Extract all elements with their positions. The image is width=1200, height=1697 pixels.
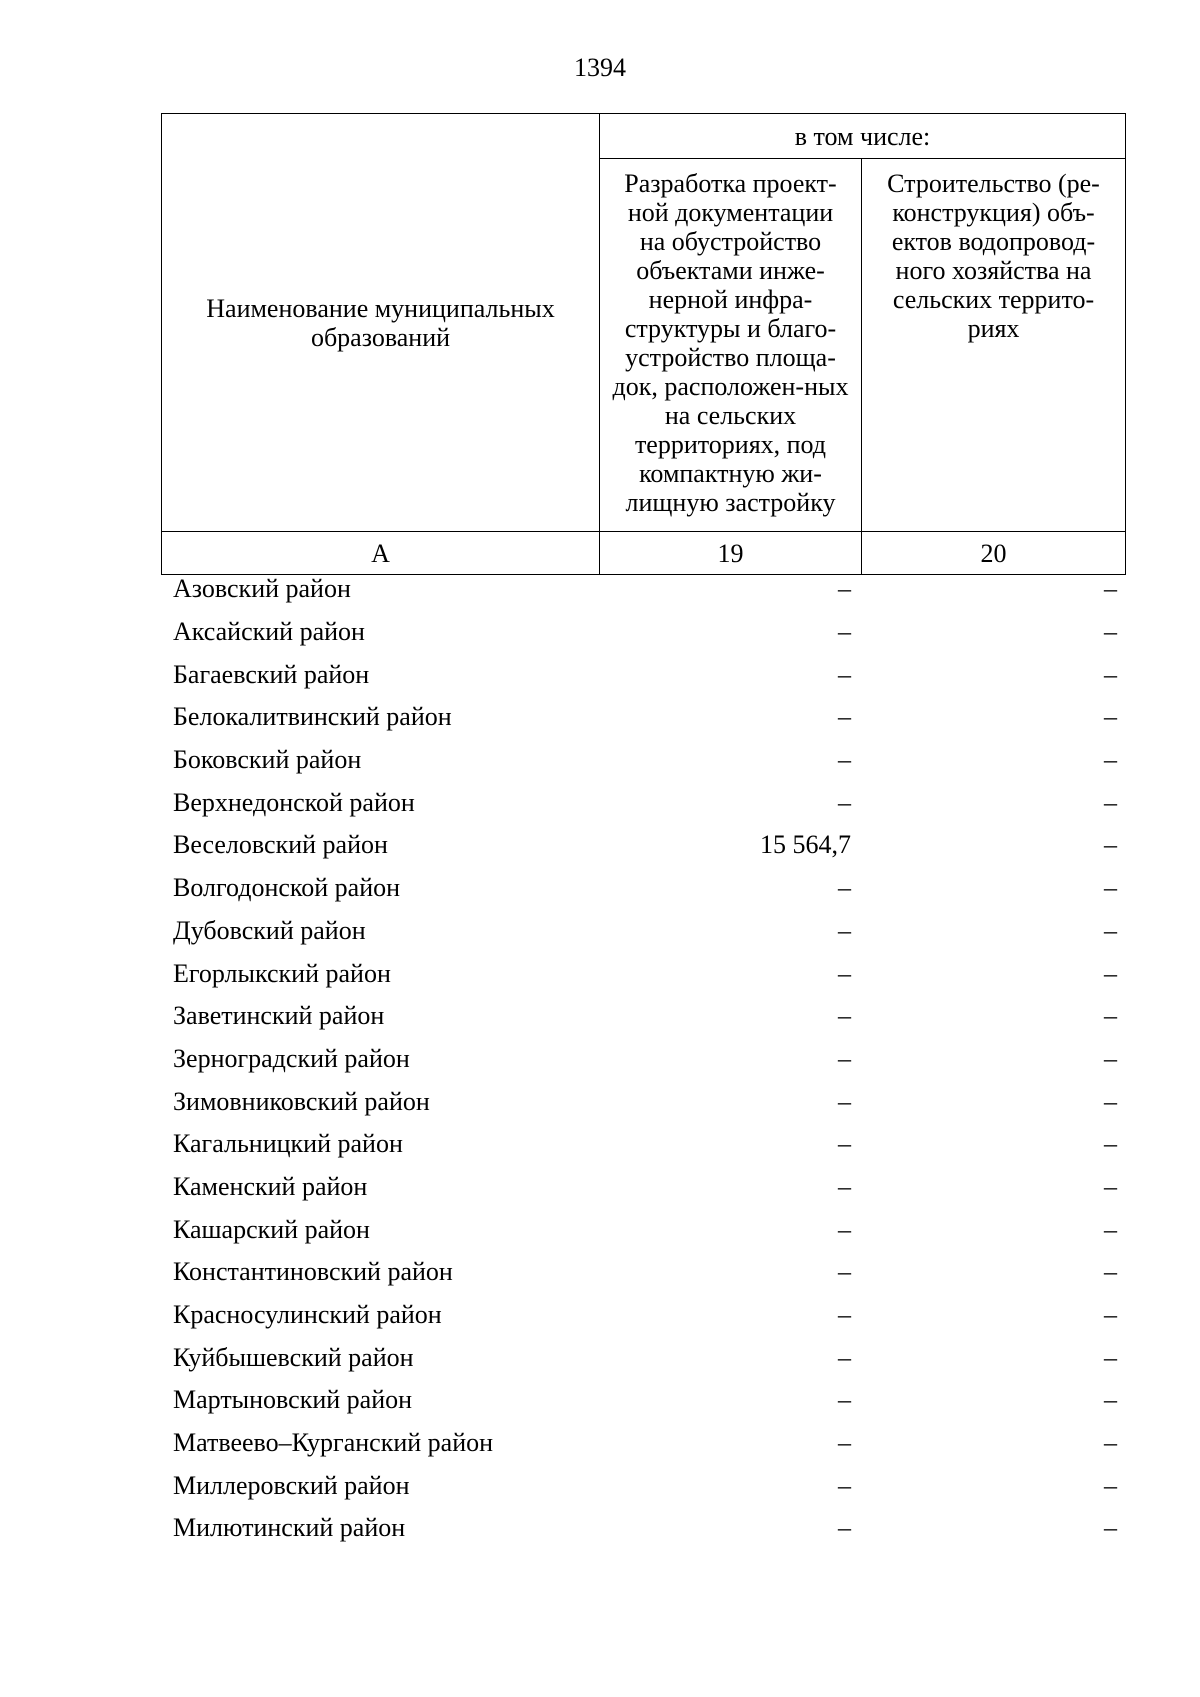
table-row	[161, 1507, 1127, 1550]
value-col-19: –	[838, 1214, 851, 1244]
value-col-20: –	[1104, 1043, 1117, 1073]
value-col-19: –	[838, 1171, 851, 1201]
table-row	[161, 653, 1127, 696]
value-col-20: –	[1104, 1300, 1117, 1330]
municipality-name: Константиновский район	[173, 1257, 453, 1287]
table-row	[161, 1336, 1127, 1379]
value-col-19: –	[838, 1300, 851, 1330]
value-col-20: –	[1104, 574, 1117, 604]
table-row	[161, 824, 1127, 867]
table-row	[161, 696, 1127, 739]
municipality-name: Багаевский район	[173, 659, 370, 689]
municipality-name: Куйбышевский район	[173, 1342, 414, 1372]
value-col-19: –	[838, 1470, 851, 1500]
table-row	[161, 1166, 1127, 1209]
column-header-19: Разработка проект-ной документации на обустройство объектами инже-нерной инфра-структуры и благо-устройство площа-док, расположен-ных на сельских территориях, под компактную жи-лищную застройку	[600, 159, 862, 532]
column-header-name: Наименование муниципальных образований	[162, 114, 600, 532]
value-col-20: –	[1104, 1129, 1117, 1159]
value-col-20: –	[1104, 1171, 1117, 1201]
value-col-19: –	[838, 873, 851, 903]
municipality-name: Боковский район	[173, 745, 362, 775]
table-row	[161, 781, 1127, 824]
value-col-20: –	[1104, 915, 1117, 945]
table-header	[161, 113, 1126, 575]
value-col-19: –	[838, 617, 851, 647]
value-col-20: –	[1104, 1342, 1117, 1372]
value-col-19: 15 564,7	[760, 830, 851, 860]
value-col-19: –	[838, 1513, 851, 1543]
value-col-19: –	[838, 1385, 851, 1415]
municipality-name: Дубовский район	[173, 915, 366, 945]
table-row	[161, 1208, 1127, 1251]
value-col-19: –	[838, 1428, 851, 1458]
value-col-20: –	[1104, 617, 1117, 647]
value-col-20: –	[1104, 1513, 1117, 1543]
table-row	[161, 1080, 1127, 1123]
table-row	[161, 1422, 1127, 1465]
column-index-name: А	[162, 532, 600, 575]
municipality-name: Волгодонской район	[173, 873, 401, 903]
table-body	[161, 568, 1127, 1550]
table-row	[161, 568, 1127, 611]
municipality-name: Веселовский район	[173, 830, 388, 860]
value-col-20: –	[1104, 1428, 1117, 1458]
municipality-name: Мартыновский район	[173, 1385, 413, 1415]
value-col-20: –	[1104, 1214, 1117, 1244]
table-row	[161, 1123, 1127, 1166]
municipality-name: Красносулинский район	[173, 1300, 442, 1330]
municipality-name: Верхнедонской район	[173, 787, 415, 817]
value-col-19: –	[838, 1043, 851, 1073]
municipality-name: Зимовниковский район	[173, 1086, 430, 1116]
value-col-20: –	[1104, 1001, 1117, 1031]
value-col-20: –	[1104, 1257, 1117, 1287]
municipality-name: Егорлыкский район	[173, 958, 391, 988]
table-row	[161, 1294, 1127, 1337]
value-col-19: –	[838, 787, 851, 817]
table-row	[161, 995, 1127, 1038]
table-row	[161, 611, 1127, 654]
value-col-20: –	[1104, 659, 1117, 689]
value-col-20: –	[1104, 745, 1117, 775]
value-col-19: –	[838, 958, 851, 988]
value-col-19: –	[838, 574, 851, 604]
value-col-20: –	[1104, 873, 1117, 903]
table-row	[161, 952, 1127, 995]
page-number: 1394	[574, 53, 626, 82]
municipality-name: Азовский район	[173, 574, 351, 604]
value-col-20: –	[1104, 830, 1117, 860]
table-row	[161, 1379, 1127, 1422]
value-col-20: –	[1104, 958, 1117, 988]
value-col-20: –	[1104, 702, 1117, 732]
column-header-20: Строительство (ре-конструкция) объ-ектов водопровод-ного хозяйства на сельских террито-риях	[862, 159, 1126, 532]
table-row	[161, 1038, 1127, 1081]
municipality-name: Заветинский район	[173, 1001, 385, 1031]
value-col-19: –	[838, 1342, 851, 1372]
municipality-name: Белокалитвинский район	[173, 702, 452, 732]
table-row	[161, 739, 1127, 782]
value-col-20: –	[1104, 1385, 1117, 1415]
municipality-name: Каменский район	[173, 1171, 368, 1201]
table-row	[161, 1251, 1127, 1294]
municipality-name: Кагальницкий район	[173, 1129, 403, 1159]
table-row	[161, 867, 1127, 910]
municipality-name: Матвеево–Курганский район	[173, 1428, 494, 1458]
municipality-name: Аксайский район	[173, 617, 365, 647]
value-col-19: –	[838, 659, 851, 689]
value-col-19: –	[838, 1086, 851, 1116]
value-col-19: –	[838, 1001, 851, 1031]
municipality-name: Миллеровский район	[173, 1470, 410, 1500]
value-col-20: –	[1104, 1086, 1117, 1116]
value-col-20: –	[1104, 1470, 1117, 1500]
value-col-19: –	[838, 1129, 851, 1159]
value-col-19: –	[838, 1257, 851, 1287]
value-col-19: –	[838, 745, 851, 775]
value-col-19: –	[838, 915, 851, 945]
column-index-20: 20	[862, 532, 1126, 575]
value-col-20: –	[1104, 787, 1117, 817]
municipality-name: Зерноградский район	[173, 1043, 410, 1073]
table-row	[161, 1464, 1127, 1507]
municipality-name: Кашарский район	[173, 1214, 370, 1244]
value-col-19: –	[838, 702, 851, 732]
column-group-header: в том числе:	[600, 114, 1126, 159]
column-index-19: 19	[600, 532, 862, 575]
table-row	[161, 910, 1127, 953]
municipality-name: Милютинский район	[173, 1513, 406, 1543]
